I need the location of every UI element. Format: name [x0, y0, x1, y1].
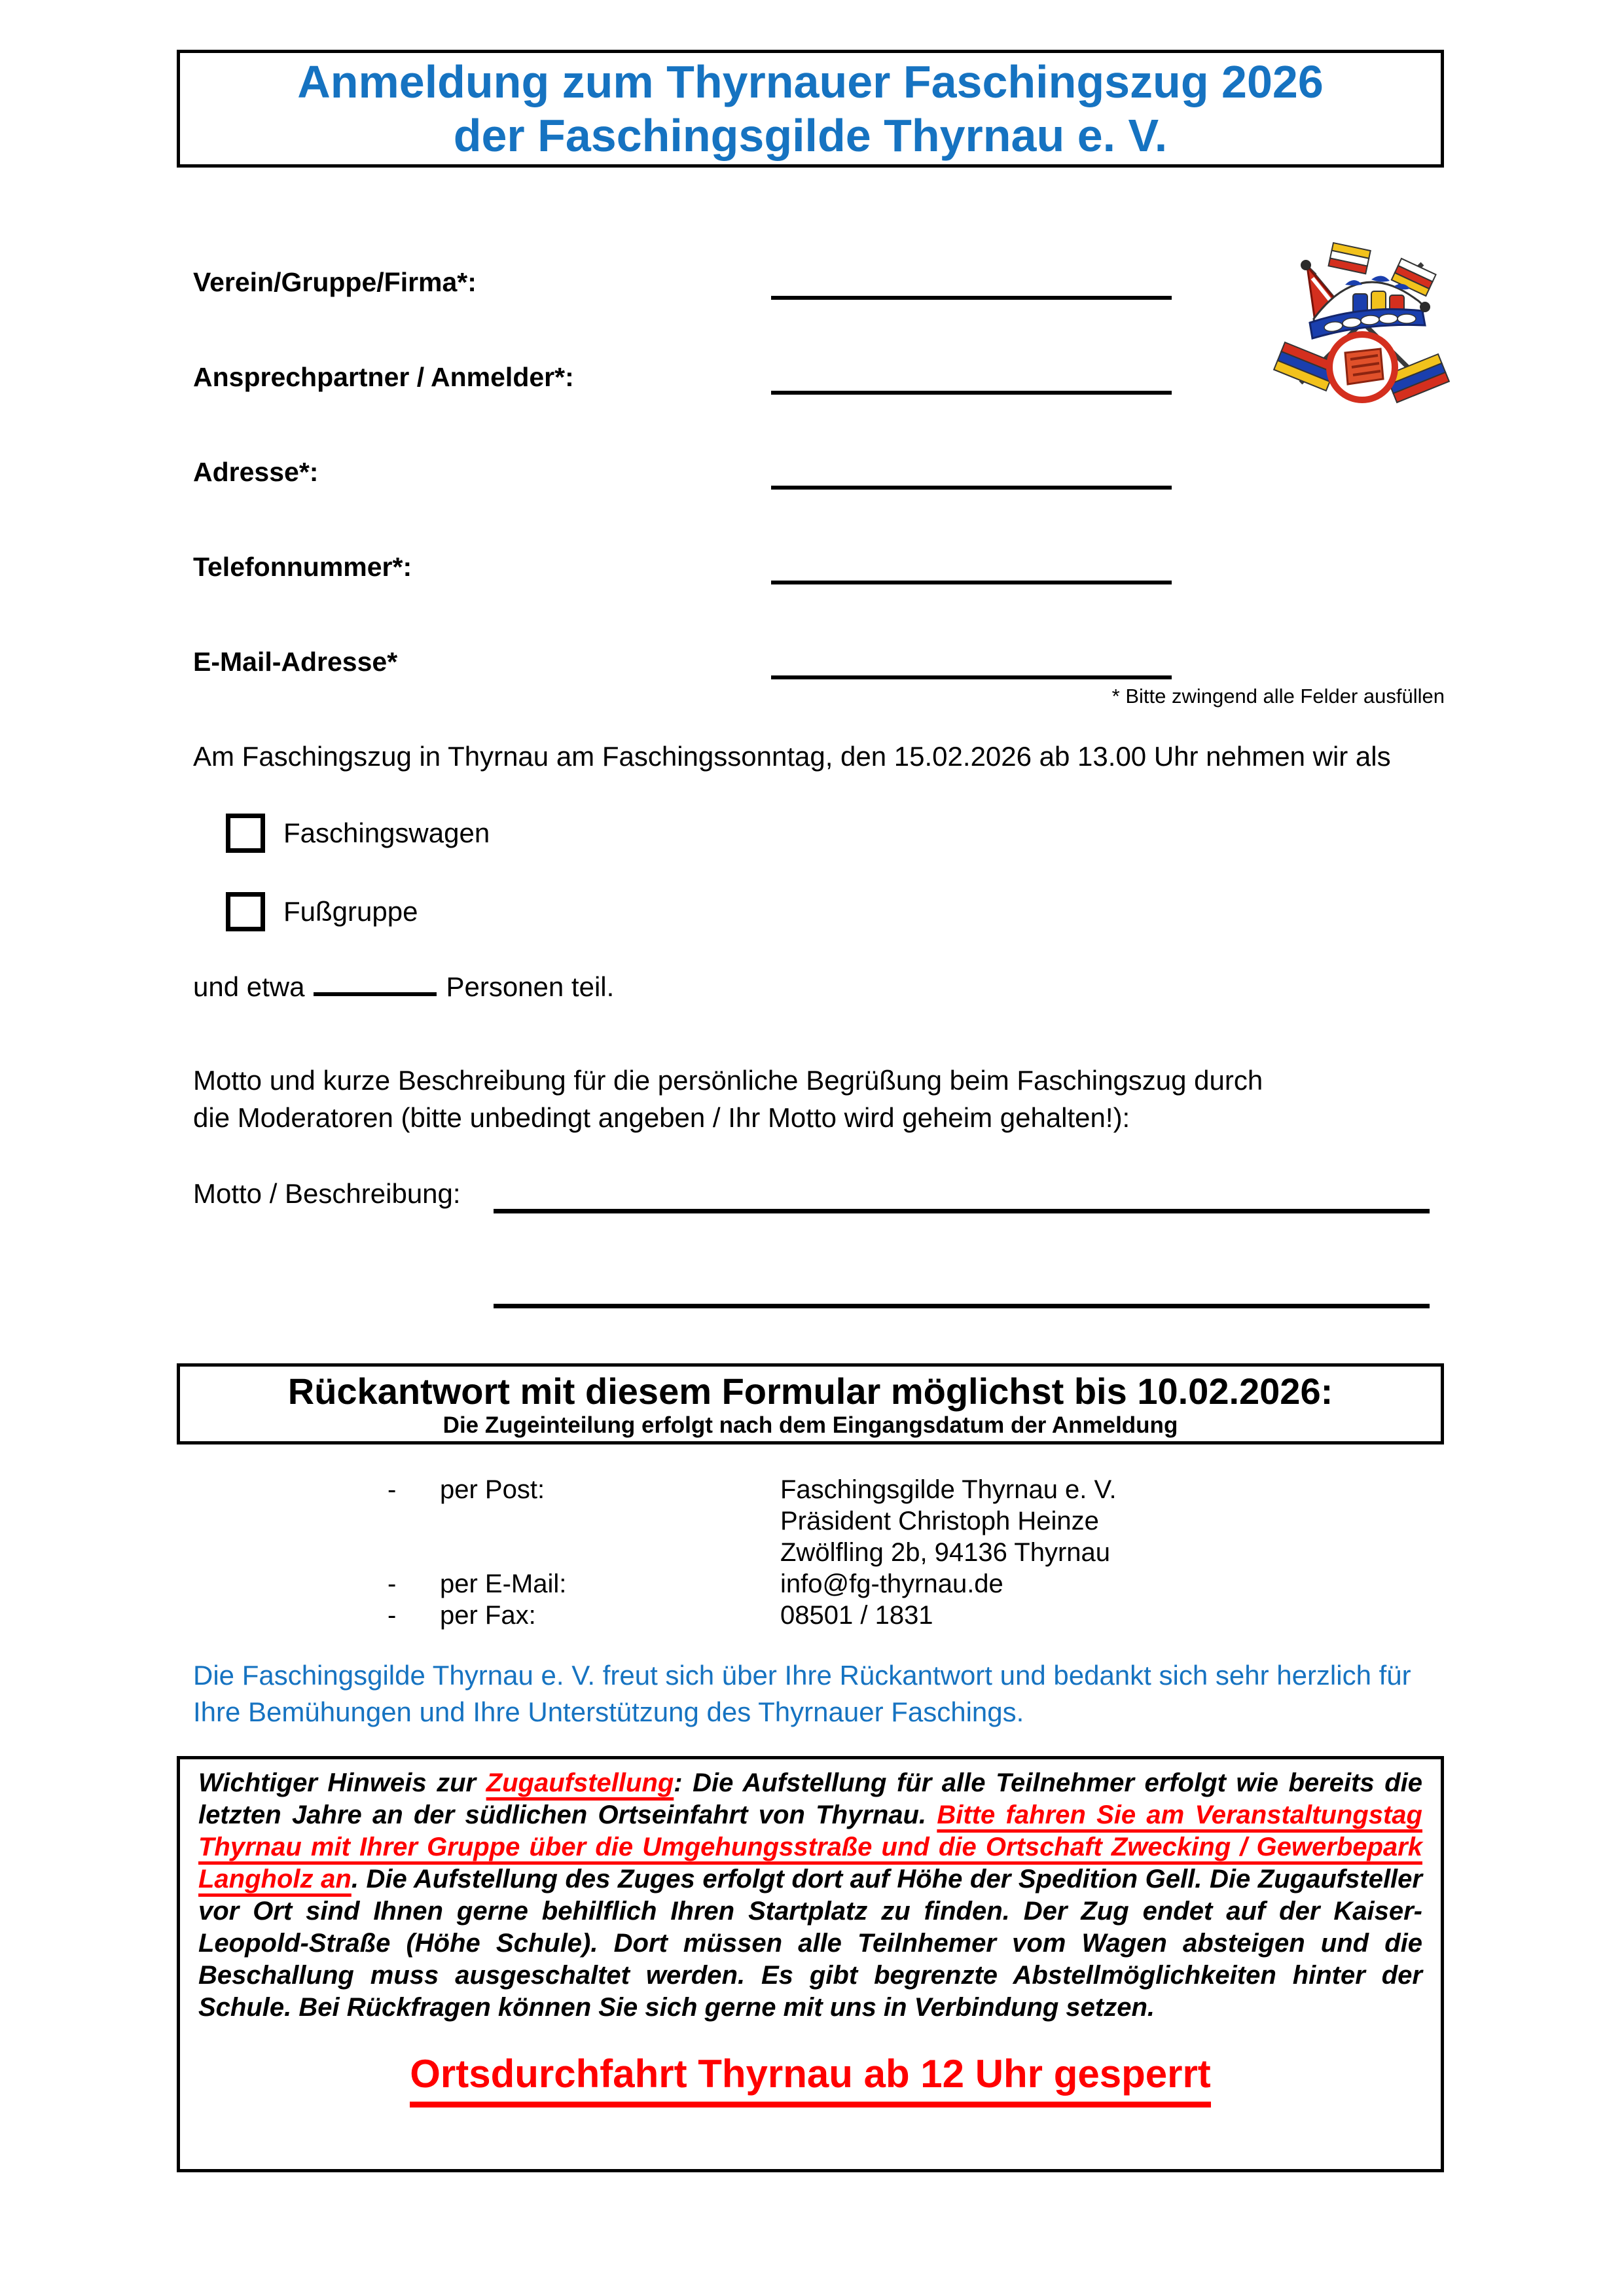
- field-input-line-telefonnummer[interactable]: [771, 581, 1172, 584]
- motto-label: Motto / Beschreibung:: [193, 1178, 461, 1209]
- page-title-line1: Anmeldung zum Thyrnauer Faschingszug 2026: [297, 56, 1324, 107]
- motto-hint-text: Motto und kurze Beschreibung für die persönliche Begrüßung beim Faschingszug durch die Moderatoren (bitte unbedingt angeben / Ihr Motto wird geheim gehalten!):: [193, 1065, 1263, 1133]
- fussgruppe-checkbox[interactable]: [226, 892, 265, 931]
- contact-bullet: -: [388, 1570, 397, 1598]
- field-row-telefonnummer: [193, 552, 1447, 598]
- thanks-paragraph: Die Faschingsgilde Thyrnau e. V. freut sich über Ihre Rückantwort und bedankt sich sehr herzlich für Ihre Bemühungen und Ihre Unterstützung des Thyrnauer Faschings.: [193, 1660, 1411, 1727]
- field-label-verein: Verein/Gruppe/Firma*:: [193, 267, 477, 297]
- notice-segment-highlight: Bitte fahren Sie am Veranstaltungstag Thyrnau mit Ihrer Gruppe über die Umgehungsstraße und die Ortschaft Zwecking / Gewerbepark Langholz an: [198, 1801, 1422, 1893]
- contact-bullet: -: [388, 1475, 397, 1504]
- contact-label-email: per E-Mail:: [440, 1570, 567, 1598]
- faschingswagen-checkbox-label: Faschingswagen: [283, 817, 490, 848]
- contact-bullet: -: [388, 1601, 397, 1630]
- reply-deadline-subtitle: Die Zugeinteilung erfolgt nach dem Eingangsdatum der Anmeldung: [442, 1412, 1178, 1438]
- field-row-adresse: [193, 457, 1447, 503]
- motto-input-line-1[interactable]: [494, 1209, 1430, 1213]
- notice-segment: : Die Aufstellung für alle Teilnehmer erfolgt wie bereits die letzten Jahre an der südlichen Ortseinfahrt von Thyrnau.: [198, 1768, 1422, 1829]
- field-label-ansprechpartner: Ansprechpartner / Anmelder*:: [193, 362, 574, 392]
- road-closure-footer: [198, 2051, 1422, 2108]
- contact-bullet-empty: [388, 1505, 440, 1537]
- fussgruppe-checkbox-label: Fußgruppe: [283, 896, 418, 927]
- field-input-line-ansprechpartner[interactable]: [771, 391, 1172, 395]
- contact-value-fax: 08501 / 1831: [780, 1601, 933, 1630]
- participants-suffix: Personen teil.: [446, 971, 615, 1002]
- field-input-line-adresse[interactable]: [771, 486, 1172, 490]
- notice-segment: . Die Aufstellung des Zuges erfolgt dort auf Höhe der Spedition Gell. Die Zugaufsteller vor Ort sind Ihnen gerne behilflich Ihren Startplatz zu finden. Der Zug endet auf der Kaiser-Leopold-Straße (Höhe Schule). Dort müssen alle Teilnhemer vom Wagen absteigen und die Beschallung muss ausgeschaltet werden. Es gibt begrenzte Abstellmöglichkeiten hinter der Schule. Bei Rückfragen können Sie sich gerne mit uns in Verbindung setzen.: [198, 1865, 1422, 2022]
- field-input-line-email[interactable]: [771, 675, 1172, 679]
- page-title-line2: der Faschingsgilde Thyrnau e. V.: [453, 110, 1168, 161]
- field-label-email: E-Mail-Adresse*: [193, 647, 398, 677]
- title-box: [177, 50, 1444, 168]
- contact-label-fax: per Fax:: [440, 1601, 536, 1630]
- participation-intro-text: Am Faschingszug in Thyrnau am Faschingssonntag, den 15.02.2026 ab 13.00 Uhr nehmen wir als: [193, 741, 1391, 772]
- motto-input-line-2[interactable]: [494, 1304, 1430, 1308]
- important-notice-text: [198, 1767, 1422, 2024]
- contact-label-empty: [440, 1537, 780, 1568]
- contact-label-empty: [440, 1505, 780, 1537]
- contact-value-president: Präsident Christoph Heinze: [780, 1507, 1099, 1535]
- contact-value-email: info@fg-thyrnau.de: [780, 1570, 1003, 1598]
- participants-count-row: [193, 967, 614, 1003]
- faschingswagen-checkbox[interactable]: [226, 814, 265, 853]
- contact-value-org: Faschingsgilde Thyrnau e. V.: [780, 1475, 1117, 1504]
- reply-deadline-title: Rückantwort mit diesem Formular möglichst bis 10.02.2026:: [287, 1371, 1333, 1412]
- required-fields-note: * Bitte zwingend alle Felder ausfüllen: [1111, 685, 1445, 708]
- road-closure-text: Ortsdurchfahrt Thyrnau ab 12 Uhr gesperrt: [410, 2051, 1211, 2108]
- field-input-line-verein[interactable]: [771, 296, 1172, 300]
- participants-prefix: und etwa: [193, 971, 305, 1002]
- participants-count-blank[interactable]: [314, 967, 437, 996]
- contact-options-list: [388, 1474, 1117, 1631]
- field-row-ansprechpartner: [193, 362, 1447, 408]
- contact-value-address: Zwölfling 2b, 94136 Thyrnau: [780, 1538, 1111, 1567]
- field-label-adresse: Adresse*:: [193, 457, 319, 487]
- notice-segment: Wichtiger Hinweis zur: [198, 1768, 486, 1797]
- contact-label-post: per Post:: [440, 1475, 545, 1504]
- field-row-verein: [193, 267, 1447, 313]
- contact-bullet-empty: [388, 1537, 440, 1568]
- reply-deadline-box: [177, 1363, 1444, 1444]
- important-notice-box: [177, 1756, 1444, 2172]
- notice-segment-highlight: Zugaufstellung: [486, 1768, 674, 1797]
- field-label-telefonnummer: Telefonnummer*:: [193, 552, 412, 582]
